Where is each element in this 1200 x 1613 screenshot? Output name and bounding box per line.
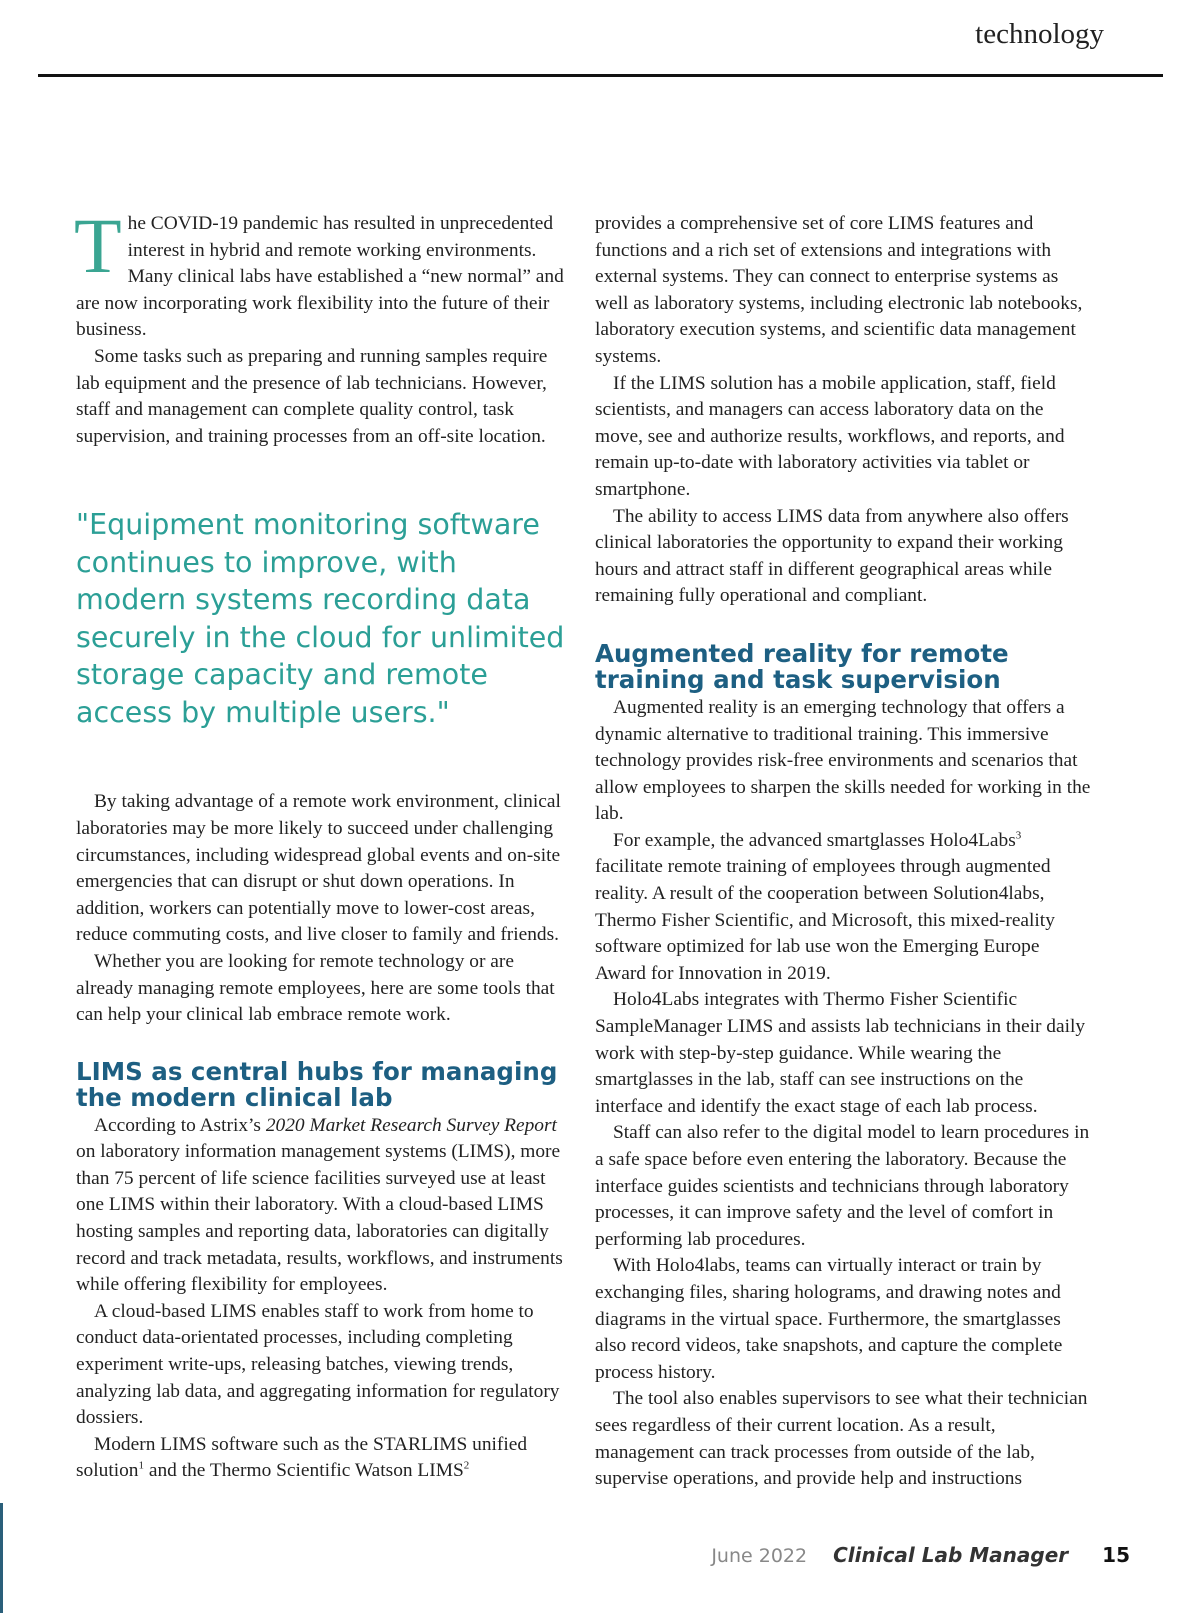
intro-paragraph: [74, 202, 571, 344]
body-paragraph: provides a comprehensive set of core LIMS features and functions and a rich set of extensions and integrations with external systems. They can connect to enterprise systems as well as laboratory systems, including electronic lab notebooks, laboratory execution systems, and scientific data management systems.: [595, 213, 1083, 367]
text-run: on laboratory information management systems (LIMS), more than 75 percent of life science facilities surveyed use at least one LIMS within their laboratory. With a cloud-based LIMS hosting samples and reporting data, laboratories can digitally record and track metadata, results, workflows, and instruments while offering flexibility for employees.: [76, 1141, 563, 1296]
section-heading: Augmented reality for remote training and task supervision: [595, 638, 1009, 694]
text-run: facilitate remote training of employees through augmented reality. A result of the cooperation between Solution4labs, Thermo Fisher Scientific, and Microsoft, this mixed-reality software optimized for lab use won the Emerging Europe Award for Innovation in 2019.: [595, 856, 1055, 984]
body-paragraph: [76, 1432, 571, 1485]
page-footer: [711, 1543, 1130, 1567]
drop-cap: T: [74, 202, 122, 289]
edge-marker: [0, 1503, 3, 1613]
text-run: For example, the advanced smartglasses Holo4Labs: [613, 829, 1016, 851]
footnote-ref: 2: [463, 1459, 470, 1472]
body-paragraph: [595, 828, 1092, 988]
body-paragraph: The tool also enables supervisors to see what their technician sees regardless of their current location. As a result, management can track processes from outside of the lab, supervise operations, and provide help and instructions: [595, 1388, 1088, 1490]
section-heading: LIMS as central hubs for managing the modern clinical lab: [76, 1056, 558, 1112]
body-paragraph: A cloud-based LIMS enables staff to work from home to conduct data-orientated processes, including completing experiment write-ups, releasing batches, viewing trends, analyzing lab data, and aggregating information for regulatory dossiers.: [76, 1300, 560, 1429]
pull-quote: "Equipment monitoring software continues to improve, with modern systems recording data securely in the cloud for unlimited storage capacity and remote access by multiple users.": [76, 508, 565, 729]
intro-text: he COVID-19 pandemic has resulted in unprecedented interest in hybrid and remote working environments. Many clinical labs have established a “new normal” and are now incorporating work flexibility into the future of their business.: [76, 213, 564, 341]
footnote-ref: 3: [1015, 829, 1022, 842]
body-paragraph: The ability to access LIMS data from anywhere also offers clinical laboratories the opportunity to expand their working hours and attract staff in different geographical areas while remaining fully operational and compliant.: [595, 505, 1069, 607]
header-rule: [38, 74, 1163, 77]
report-title: 2020 Market Research Survey Report: [265, 1114, 557, 1136]
section-label: technology: [975, 18, 1104, 50]
body-paragraph: Augmented reality is an emerging technology that offers a dynamic alternative to traditional training. This immersive technology provides risk-free environments and scenarios that allow employees to sharpen the skills needed for working in the lab.: [595, 696, 1091, 825]
page-number: 15: [1102, 1543, 1130, 1567]
text-run: and the Thermo Scientific Watson LIMS: [144, 1460, 464, 1482]
body-paragraph: [76, 1113, 571, 1299]
magazine-name: Clinical Lab Manager: [833, 1543, 1069, 1567]
body-paragraph: Whether you are looking for remote technology or are already managing remote employees, here are some tools that can help your clinical lab embrace remote work.: [76, 950, 555, 1026]
text-run: Modern LIMS software such as the STARLIMS unified solution: [76, 1433, 528, 1482]
footnote-ref: 1: [138, 1459, 144, 1472]
right-column: [595, 211, 1092, 1493]
body-paragraph: With Holo4labs, teams can virtually interact or train by exchanging files, sharing holograms, and drawing notes and diagrams in the virtual space. Furthermore, the smartglasses also record videos, take snapshots, and capture the complete process history.: [595, 1255, 1063, 1383]
body-paragraph: By taking advantage of a remote work environment, clinical laboratories may be more likely to succeed under challenging circumstances, including widespread global events and on-site emergencies that can disrupt or shut down operations. In addition, workers can potentially move to lower-cost areas, reduce commuting costs, and live closer to family and friends.: [76, 791, 561, 946]
body-paragraph: Some tasks such as preparing and running samples require lab equipment and the presence of lab technicians. However, staff and management can complete quality control, task supervision, and training processes from an off-site location.: [76, 345, 548, 447]
issue-date: June 2022: [711, 1545, 808, 1567]
text-run: According to Astrix’s: [94, 1114, 266, 1136]
body-paragraph: Staff can also refer to the digital model to learn procedures in a safe space before even entering the laboratory. Because the interface guides scientists and technicians through laboratory processes, it can improve safety and the level of comfort in performing lab procedures.: [595, 1122, 1090, 1250]
left-column: [74, 202, 571, 1485]
body-paragraph: Holo4Labs integrates with Thermo Fisher Scientific SampleManager LIMS and assists lab technicians in their daily work with step-by-step guidance. While wearing the smartglasses in the lab, staff can see instructions on the interface and identify the exact stage of each lab process.: [595, 989, 1086, 1117]
body-paragraph: If the LIMS solution has a mobile application, staff, field scientists, and managers can access laboratory data on the move, see and authorize results, workflows, and reports, and remain up-to-date with laboratory activities via tablet or smartphone.: [595, 372, 1065, 500]
